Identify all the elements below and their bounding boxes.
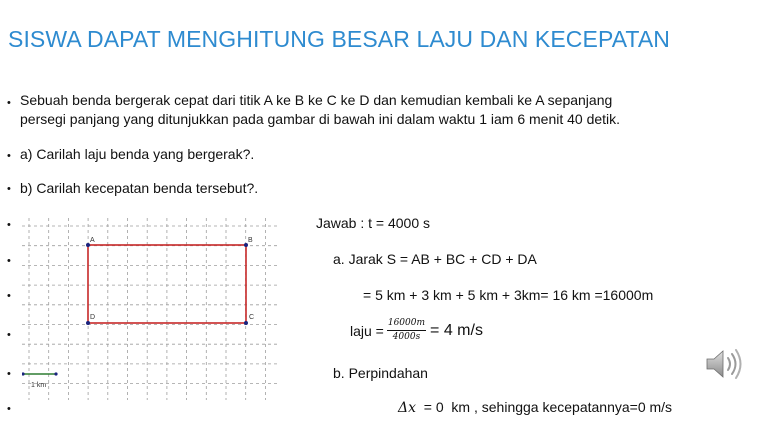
- speaker-icon[interactable]: [704, 346, 744, 382]
- speaker-icon-svg: [704, 346, 744, 382]
- scale-bar-start: [22, 372, 25, 375]
- point-a-label: A: [90, 237, 95, 244]
- bullet-3: •: [7, 183, 11, 195]
- bullet-7: •: [7, 329, 11, 341]
- point-b-label: B: [248, 237, 253, 244]
- bullet-4: •: [7, 219, 11, 231]
- bullet-6: •: [7, 290, 11, 302]
- laju-label: laju =: [350, 322, 384, 339]
- point-c-label: C: [249, 314, 255, 321]
- grid-svg: [22, 218, 280, 400]
- answer-jawab: Jawab : t = 4000 s: [316, 215, 431, 231]
- delta-x-symbol: Δx: [398, 400, 417, 416]
- answer-sum: = 5 km + 3 km + 5 km + 3km= 16 km =16000m: [363, 287, 654, 303]
- bullet-8: •: [7, 368, 11, 380]
- scale-label: 1 km: [31, 382, 47, 389]
- laju-result: = 4 m/s: [430, 321, 483, 339]
- bullet-9: •: [7, 403, 11, 415]
- problem-line-2: persegi panjang yang ditunjukkan pada gambar di bawah ini dalam waktu 1 iam 6 menit 40 detik.: [20, 111, 621, 127]
- bullet-2: •: [7, 150, 11, 162]
- question-a: a) Carilah laju benda yang bergerak?.: [20, 146, 255, 162]
- point-d-label: D: [90, 314, 96, 321]
- laju-equation: [350, 318, 483, 343]
- problem-line-1: Sebuah benda bergerak cepat dari titik A ke B ke C ke D dan kemudian kembali ke A sepanjang: [20, 92, 613, 108]
- displacement-text: = 0 km , sehingga kecepatannya=0 m/s: [416, 399, 673, 415]
- bullet-5: •: [7, 255, 11, 267]
- laju-fraction: [387, 318, 426, 343]
- answer-jarak: a. Jarak S = AB + BC + CD + DA: [333, 251, 537, 267]
- point-c-dot: [244, 321, 248, 325]
- slide-title: SISWA DAPAT MENGHITUNG BESAR LAJU DAN KECEPATAN: [8, 26, 671, 52]
- bullet-1: •: [7, 97, 11, 109]
- scale-bar-end: [54, 372, 57, 375]
- rectangle-diagram: [22, 218, 280, 400]
- point-d-dot: [86, 321, 90, 325]
- answer-perpindahan: b. Perpindahan: [333, 365, 428, 381]
- answer-displacement: [398, 397, 672, 418]
- fraction-denominator: 4000s: [392, 332, 421, 342]
- question-b: b) Carilah kecepatan benda tersebut?.: [20, 180, 259, 196]
- fraction-numerator: 16000m: [387, 318, 426, 331]
